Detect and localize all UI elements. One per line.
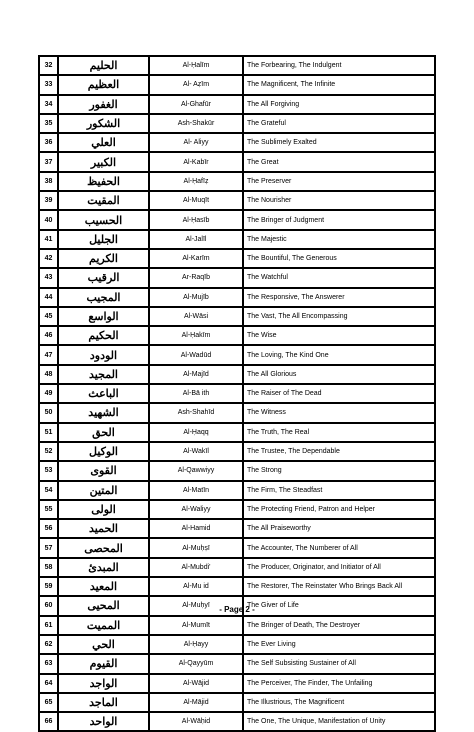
english-meaning: The Magnificent, The Infinite [243,75,435,94]
row-number: 42 [39,249,58,268]
transliteration: Al-Bā ith [149,384,243,403]
transliteration: Ash-Shahīd [149,403,243,422]
table-row [39,307,435,326]
page-number: - Page 2 - [219,605,255,614]
table-row [39,558,435,577]
table-row [39,191,435,210]
english-meaning: The All Praiseworthy [243,519,435,538]
table-row [39,75,435,94]
row-number: 32 [39,56,58,75]
english-meaning: The Accounter, The Numberer of All [243,538,435,557]
english-meaning: The Firm, The Steadfast [243,481,435,500]
table-row [39,288,435,307]
table-row [39,616,435,635]
transliteration: Al-Matīn [149,481,243,500]
table-row [39,423,435,442]
row-number: 56 [39,519,58,538]
arabic-name: العظيم [58,75,149,94]
arabic-name: المعيد [58,577,149,596]
row-number: 57 [39,538,58,557]
transliteration: Al-Muḥyī [149,596,243,615]
table-row [39,538,435,557]
table-row [39,114,435,133]
transliteration: Al-Qawwiyy [149,461,243,480]
row-number: 49 [39,384,58,403]
transliteration: Al-Kabīr [149,152,243,171]
arabic-name: الحسيب [58,210,149,229]
table-row [39,268,435,287]
english-meaning: The Giver of Life [243,596,435,615]
english-meaning: The Raiser of The Dead [243,384,435,403]
english-meaning: The Bountiful, The Generous [243,249,435,268]
transliteration: Al- Aẓīm [149,75,243,94]
arabic-name: المبدئ [58,558,149,577]
table-row [39,674,435,693]
transliteration: Al-Mubdi' [149,558,243,577]
arabic-name: المحصى [58,538,149,557]
english-meaning: The All Glorious [243,365,435,384]
arabic-name: الكريم [58,249,149,268]
table-row [39,95,435,114]
row-number: 37 [39,152,58,171]
transliteration: Ar-Raqīb [149,268,243,287]
row-number: 51 [39,423,58,442]
arabic-name: الحكيم [58,326,149,345]
transliteration: Al-Ghafūr [149,95,243,114]
english-meaning: The Nourisher [243,191,435,210]
row-number: 34 [39,95,58,114]
arabic-name: المجيد [58,365,149,384]
table-row [39,345,435,364]
english-meaning: The One, The Unique, Manifestation of Unity [243,712,435,731]
row-number: 41 [39,230,58,249]
row-number: 53 [39,461,58,480]
transliteration: Al-Waliyy [149,500,243,519]
transliteration: Al-Wājid [149,674,243,693]
table-row [39,712,435,731]
english-meaning: The Bringer of Death, The Destroyer [243,616,435,635]
arabic-name: الجليل [58,230,149,249]
row-number: 45 [39,307,58,326]
transliteration: Al-Majīd [149,365,243,384]
english-meaning: The Self Subsisting Sustainer of All [243,654,435,673]
arabic-name: المجيب [58,288,149,307]
transliteration: Al-Wāsi [149,307,243,326]
arabic-name: الولى [58,500,149,519]
arabic-name: الواحد [58,712,149,731]
transliteration: Al-Mujīb [149,288,243,307]
row-number: 63 [39,654,58,673]
english-meaning: The Sublimely Exalted [243,133,435,152]
arabic-name: الماجد [58,693,149,712]
english-meaning: The Protecting Friend, Patron and Helper [243,500,435,519]
table-row [39,693,435,712]
row-number: 43 [39,268,58,287]
arabic-name: المحيى [58,596,149,615]
arabic-name: الحفيظ [58,172,149,191]
english-meaning: The Vast, The All Encompassing [243,307,435,326]
row-number: 48 [39,365,58,384]
transliteration: Al-Muqīt [149,191,243,210]
row-number: 44 [39,288,58,307]
arabic-name: الحي [58,635,149,654]
arabic-name: الغفور [58,95,149,114]
english-meaning: The Strong [243,461,435,480]
row-number: 61 [39,616,58,635]
arabic-name: الباعث [58,384,149,403]
row-number: 38 [39,172,58,191]
row-number: 46 [39,326,58,345]
transliteration: Al-Karīm [149,249,243,268]
row-number: 64 [39,674,58,693]
row-number: 36 [39,133,58,152]
transliteration: Al-Wakīl [149,442,243,461]
english-meaning: The Grateful [243,114,435,133]
table-row [39,152,435,171]
english-meaning: The Truth, The Real [243,423,435,442]
names-table [38,55,436,732]
english-meaning: The Responsive, The Answerer [243,288,435,307]
english-meaning: The Wise [243,326,435,345]
transliteration: Al-Ḥafīẓ [149,172,243,191]
english-meaning: The Witness [243,403,435,422]
english-meaning: The Majestic [243,230,435,249]
english-meaning: The Loving, The Kind One [243,345,435,364]
table-row [39,384,435,403]
arabic-name: الشهيد [58,403,149,422]
table-row [39,365,435,384]
transliteration: Al-Ḥalīm [149,56,243,75]
english-meaning: The Producer, Originator, and Initiator of All [243,558,435,577]
table-row [39,461,435,480]
names-table-body [39,56,435,731]
row-number: 60 [39,596,58,615]
arabic-name: الكبير [58,152,149,171]
table-row [39,481,435,500]
transliteration: Al-Jalīl [149,230,243,249]
arabic-name: الحق [58,423,149,442]
english-meaning: The Trustee, The Dependable [243,442,435,461]
english-meaning: The Restorer, The Reinstater Who Brings Back All [243,577,435,596]
arabic-name: الواسع [58,307,149,326]
row-number: 55 [39,500,58,519]
transliteration: Al-Ḥaqq [149,423,243,442]
table-row [39,249,435,268]
arabic-name: الواجد [58,674,149,693]
transliteration: Al-Ḥasīb [149,210,243,229]
transliteration: Al-Wāḥid [149,712,243,731]
row-number: 62 [39,635,58,654]
transliteration: Al-Qayyūm [149,654,243,673]
english-meaning: The Great [243,152,435,171]
english-meaning: The Bringer of Judgment [243,210,435,229]
row-number: 35 [39,114,58,133]
arabic-name: القيوم [58,654,149,673]
table-row [39,635,435,654]
row-number: 65 [39,693,58,712]
table-row [39,210,435,229]
english-meaning: The Ever Living [243,635,435,654]
transliteration: Al-Wadūd [149,345,243,364]
arabic-name: الوكيل [58,442,149,461]
arabic-name: الحليم [58,56,149,75]
table-row [39,172,435,191]
transliteration: Al-Mu id [149,577,243,596]
row-number: 33 [39,75,58,94]
table-row [39,326,435,345]
transliteration: Ash-Shakūr [149,114,243,133]
table-row [39,230,435,249]
arabic-name: الودود [58,345,149,364]
transliteration: Al-Ḥakīm [149,326,243,345]
english-meaning: The Preserver [243,172,435,191]
table-row [39,56,435,75]
transliteration: Al-Muḥṣī [149,538,243,557]
row-number: 50 [39,403,58,422]
table-row [39,500,435,519]
english-meaning: The Forbearing, The Indulgent [243,56,435,75]
arabic-name: الحميد [58,519,149,538]
row-number: 54 [39,481,58,500]
row-number: 52 [39,442,58,461]
row-number: 39 [39,191,58,210]
row-number: 40 [39,210,58,229]
arabic-name: المقيت [58,191,149,210]
transliteration: Al-Ḥayy [149,635,243,654]
arabic-name: الرقيب [58,268,149,287]
transliteration: Al-Mumīt [149,616,243,635]
english-meaning: The Watchful [243,268,435,287]
table-row [39,577,435,596]
table-row [39,403,435,422]
row-number: 66 [39,712,58,731]
transliteration: Al- Aliyy [149,133,243,152]
table-row [39,133,435,152]
row-number: 47 [39,345,58,364]
english-meaning: The Perceiver, The Finder, The Unfailing [243,674,435,693]
row-number: 58 [39,558,58,577]
english-meaning: The All Forgiving [243,95,435,114]
arabic-name: العلي [58,133,149,152]
arabic-name: القوى [58,461,149,480]
table-row [39,519,435,538]
arabic-name: المميت [58,616,149,635]
arabic-name: الشكور [58,114,149,133]
transliteration: Al-Hamid [149,519,243,538]
english-meaning: The Illustrious, The Magnificent [243,693,435,712]
arabic-name: المتين [58,481,149,500]
row-number: 59 [39,577,58,596]
table-row [39,442,435,461]
transliteration: Al-Mājid [149,693,243,712]
